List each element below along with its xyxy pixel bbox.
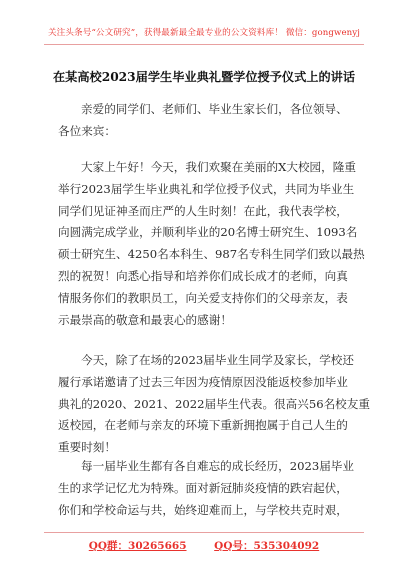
paragraph-line: 举行2023届学生毕业典礼和学位授予仪式，共同为毕业生 — [58, 181, 355, 196]
paragraph-line: 向圆满完成学业，并顺利毕业的20名博士研究生、1093名 — [58, 225, 358, 240]
paragraph-line: 每一届毕业生都有各自难忘的成长经历，2023届毕业 — [81, 459, 354, 473]
footer-divider — [44, 532, 364, 533]
paragraph-line: 烈的祝贺！向悉心指导和培养你们成长成才的老师，向真 — [58, 268, 348, 283]
paragraph-line: 亲爱的同学们、老师们、毕业生家长们，各位领导、 — [81, 102, 348, 116]
footer-contacts — [0, 538, 408, 553]
greeting-paragraph — [58, 157, 365, 331]
paragraph-line: 硕士研究生、4250名本科生、987名专科生同学们致以最热 — [58, 247, 365, 262]
paragraph-line: 履行承诺邀请了过去三年因为疫情原因没能返校参加毕业 — [58, 374, 348, 389]
alumni-paragraph — [58, 350, 370, 459]
header-divider — [44, 44, 364, 45]
experience-paragraph — [58, 456, 354, 521]
qq-group-link[interactable]: QQ群：30265665 — [88, 540, 187, 552]
paragraph-line: 示最崇高的敬意和最衷心的感谢！ — [58, 312, 232, 327]
paragraph-line: 大家上午好！今天，我们欢聚在美丽的X大校园，隆重 — [81, 160, 356, 174]
paragraph-line: 同学们见证神圣而庄严的人生时刻！在此，我代表学校， — [58, 203, 348, 218]
paragraph-line: 今天，除了在场的2023届毕业生同学及家长，学校还 — [81, 353, 354, 367]
header-promo-note: 关注头条号“公文研究”，获得最新最全最专业的公文资料库！ 微信：gongwenyj — [47, 28, 361, 38]
paragraph-line: 情服务你们的教职员工，向关爱支持你们的父母亲友，表 — [58, 290, 348, 305]
paragraph-line: 返校园，在老师与亲友的环境下重新拥抱属于自己人生的 — [58, 418, 348, 433]
paragraph-line: 你们和学校命运与共，始终迎难而上，与学校共克时艰， — [58, 502, 348, 517]
paragraph-line: 典礼的2020、2021、2022届毕生代表。很高兴56名校友重 — [58, 396, 370, 411]
paragraph-line: 各位来宾： — [58, 123, 116, 138]
paragraph-line: 生的求学记忆尤为特殊。面对新冠肺炎疫情的跌宕起伏， — [58, 480, 348, 495]
document-title: 在某高校2023届学生毕业典礼暨学位授予仪式上的讲话 — [52, 70, 356, 84]
salutation-paragraph — [58, 99, 354, 143]
paragraph-line: 重要时刻！ — [58, 440, 116, 455]
qq-number-link[interactable]: QQ号：535304092 — [214, 540, 320, 552]
